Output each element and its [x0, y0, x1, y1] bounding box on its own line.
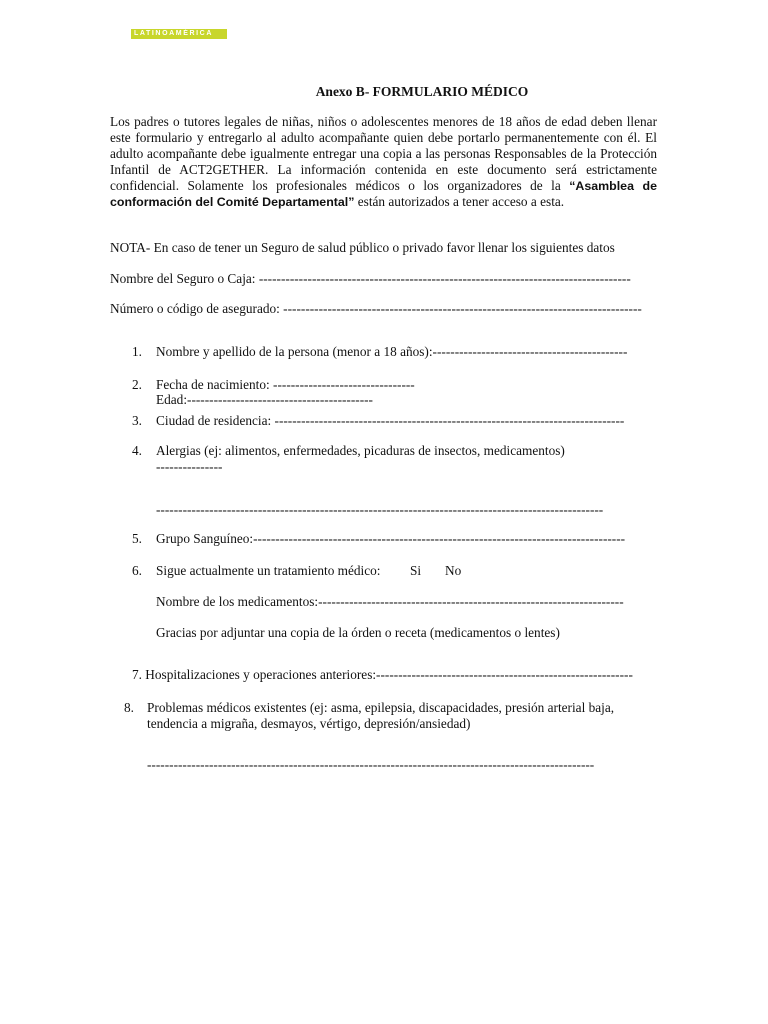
- age-field[interactable]: Edad:------------------------------------------: [156, 392, 373, 407]
- item-number-3: 3.: [132, 413, 142, 428]
- insured-code-field[interactable]: Número o código de asegurado: ---------------------------------------------------------------------------------: [110, 301, 642, 316]
- item-number-1: 1.: [132, 344, 142, 359]
- allergies-field-1[interactable]: ---------------: [156, 459, 223, 474]
- item-number-2: 2.: [132, 377, 142, 392]
- treatment-yes-option[interactable]: Si: [410, 563, 422, 578]
- treatment-question: Sigue actualmente un tratamiento médico:: [156, 563, 381, 578]
- hospitalizations-field[interactable]: 7. Hospitalizaciones y operaciones anteriores:----------------------------------------------------------: [132, 667, 633, 682]
- intro-text-2: están autorizados a tener acceso a esta.: [357, 194, 565, 209]
- intro-text-1: Los padres o tutores legales de niñas, niños o adolescentes menores de 18 años de edad deben llenar este formulario y entregarlo al adulto acompañante quien debe portarlo permanentemente con él. El adulto acompañante debe igualmente entregar una copia a las personas Responsables de la Protección Infantil de ACT2GETHER. La información contenida en este documento será estrictamente confidencial. Solamente los profesionales médicos o los organizadores de la: [110, 114, 657, 193]
- medical-problems-field[interactable]: -----------------------------------------------------------------------------------------------------: [147, 757, 595, 772]
- item-number-4: 4.: [132, 443, 142, 458]
- item-number-8: 8.: [124, 700, 134, 715]
- birth-date-field[interactable]: Fecha de nacimiento: --------------------------------: [156, 377, 415, 392]
- blood-type-field[interactable]: Grupo Sanguíneo:------------------------------------------------------------------------------------: [156, 531, 626, 546]
- intro-bold-event: “Asamblea de conformación del Comité Departamental”: [110, 179, 658, 209]
- page-title: Anexo B- FORMULARIO MÉDICO: [315, 84, 529, 99]
- brand-logo: LATINOAMÉRICA: [131, 29, 227, 39]
- insurance-name-field[interactable]: Nombre del Seguro o Caja: ------------------------------------------------------------------------------------: [110, 271, 631, 286]
- treatment-no-option[interactable]: No: [445, 563, 462, 578]
- intro-paragraph: [110, 114, 657, 210]
- allergies-label: Alergias (ej: alimentos, enfermedades, picaduras de insectos, medicamentos): [156, 443, 565, 458]
- medical-problems-label-2: tendencia a migraña, desmayos, vértigo, depresión/ansiedad): [147, 716, 471, 731]
- allergies-field-2[interactable]: -----------------------------------------------------------------------------------------------------: [156, 502, 604, 517]
- item-number-6: 6.: [132, 563, 142, 578]
- item-number-5: 5.: [132, 531, 142, 546]
- medications-field[interactable]: Nombre de los medicamentos:---------------------------------------------------------------------: [156, 594, 624, 609]
- residence-city-field[interactable]: Ciudad de residencia: -------------------------------------------------------------------------------: [156, 413, 625, 428]
- person-name-field[interactable]: Nombre y apellido de la persona (menor a 18 años):--------------------------------------------: [156, 344, 628, 359]
- nota-text: NOTA- En caso de tener un Seguro de salud público o privado favor llenar los siguientes datos: [110, 240, 615, 255]
- medical-problems-label-1: Problemas médicos existentes (ej: asma, epilepsia, discapacidades, presión arterial baja,: [147, 700, 615, 715]
- prescription-note: Gracias por adjuntar una copia de la órden o receta (medicamentos o lentes): [156, 625, 560, 640]
